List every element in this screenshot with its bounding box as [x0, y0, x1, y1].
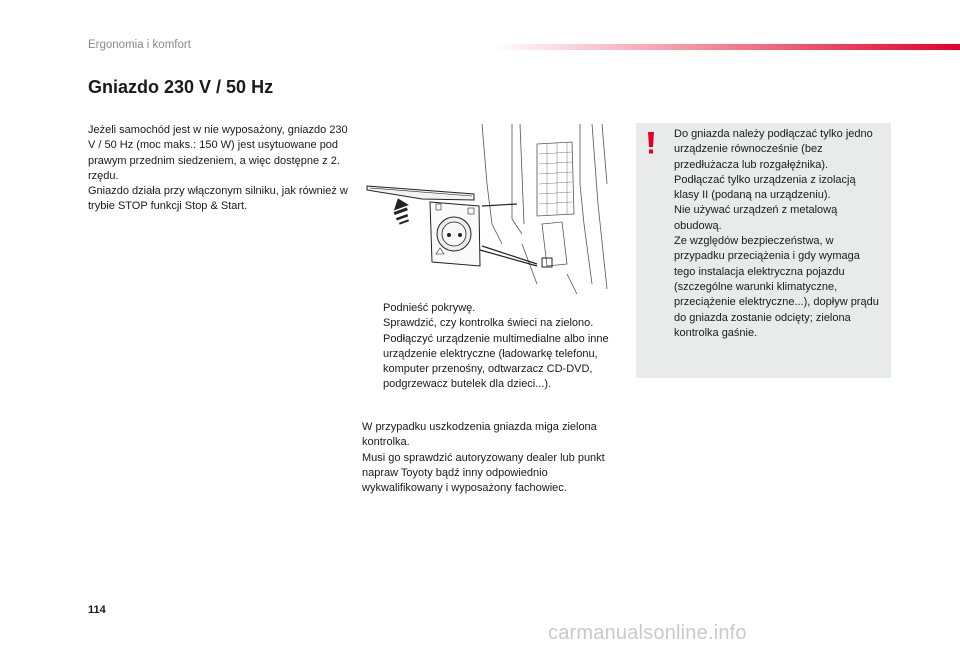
warning-paragraph: Podłączać tylko urządzenia z izolacją klasy II (podaną na urządzeniu). [674, 173, 856, 202]
step-text: Podłączyć urządzenie multimedialne albo inne urządzenie elektryczne (ładowarkę telefonu, komputer przenośny, odtwarzacz CD-DVD, podgrzewacz butelek dla dzieci...). [383, 332, 609, 391]
step-text: Podnieść pokrywę. [383, 302, 476, 314]
exclamation-icon [646, 131, 656, 155]
list-item [362, 316, 624, 331]
fault-paragraph: W przypadku uszkodzenia gniazda miga zielona kontrolka. [362, 421, 597, 449]
fault-text [362, 420, 624, 496]
intro-paragraph: Gniazdo działa przy włączonym silniku, jak również w trybie STOP funkcji Stop & Start. [88, 185, 348, 213]
warning-paragraph: Ze względów bezpieczeństwa, w przypadku przeciążenia i gdy wymaga tego instalacja elektryczna pojazdu (szczególne warunki klimatyczne, przeciążenie elektryczne...), dopływ prądu do gniazda zostanie odcięty; zielona kontrolka gaśnie. [674, 235, 879, 339]
warning-text [674, 127, 880, 341]
watermark: carmanualsonline.info [548, 622, 747, 644]
header-accent-bar [490, 44, 960, 50]
page-number: 114 [88, 604, 106, 616]
intro-text [88, 123, 350, 215]
warning-paragraph: Nie używać urządzeń z metalową obudową. [674, 204, 838, 232]
section-title: Ergonomia i komfort [88, 39, 191, 51]
page-title: Gniazdo 230 V / 50 Hz [88, 77, 274, 97]
fault-paragraph: Musi go sprawdzić autoryzowany dealer lub punkt napraw Toyoty bądź inny odpowiednio wykwalifikowany i wyposażony fachowiec. [362, 451, 605, 495]
socket-illustration [362, 124, 612, 294]
steps-list [362, 301, 624, 393]
step-text: Sprawdzić, czy kontrolka świeci na zielono. [383, 317, 594, 330]
warning-box [636, 123, 891, 378]
warning-paragraph: Do gniazda należy podłączać tylko jedno urządzenie równocześnie (bez przedłużacza lub rozgałęźnika). [674, 128, 873, 171]
list-item [362, 301, 624, 316]
intro-paragraph: Jeżeli samochód jest w nie wyposażony, gniazdo 230 V / 50 Hz (moc maks.: 150 W) jest usytuowane pod prawym przednim siedzeniem, a więc dostępne z 2. rzędu. [88, 124, 348, 182]
list-item [362, 332, 624, 393]
